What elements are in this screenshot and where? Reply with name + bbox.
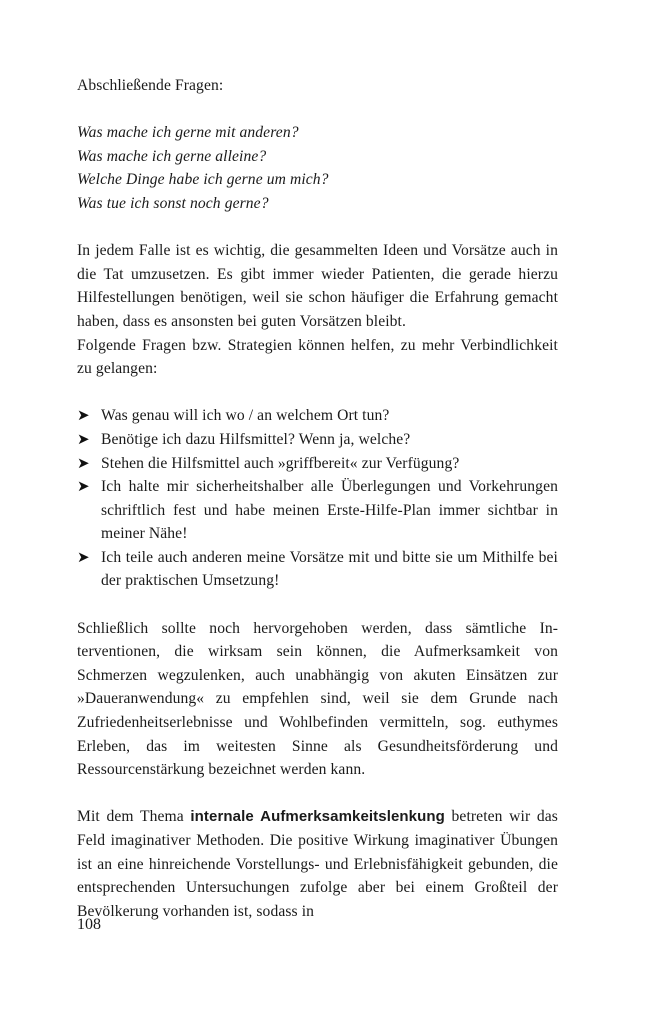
paragraph-strategies-intro: Folgende Fragen bzw. Strategien können helfen, zu mehr Verbindlichkeit zu gelangen: <box>77 336 558 378</box>
book-page-body <box>77 74 558 923</box>
list-item-text: Benötige ich dazu Hilfsmittel? Wenn ja, welche? <box>101 430 411 448</box>
paragraph-internal-attention <box>77 805 558 923</box>
paragraph-implementation: In jedem Falle ist es wichtig, die gesammelten Ideen und Vorsätze auch in die Tat umzusetzen. Es gibt immer wieder Patienten, die gerade hierzu Hilfestellungen benötigen, weil sie schon häufiger die Erfahrung gemacht haben, dass es ansonsten bei guten Vorsätzen bleibt. <box>77 242 558 330</box>
list-item-text: Ich halte mir sicherheitshalber alle Überlegungen und Vorkehrungen schriftlich fest und habe meinen Erste-Hilfe-Plan immer sichtbar in meiner Nähe! <box>101 478 558 543</box>
arrowhead-bullet-icon: ➤ <box>77 547 90 566</box>
list-item <box>77 428 558 452</box>
strategy-list <box>77 404 558 593</box>
arrowhead-bullet-icon: ➤ <box>77 406 90 425</box>
list-item <box>77 404 558 428</box>
list-item <box>77 546 558 593</box>
list-item <box>77 452 558 476</box>
paragraph-text-before: Mit dem Thema <box>77 808 191 826</box>
section-heading: Abschließende Fragen: <box>77 77 224 94</box>
list-item <box>77 475 558 546</box>
arrowhead-bullet-icon: ➤ <box>77 453 90 472</box>
paragraph-interventions: Schließlich sollte noch hervorgehoben werden, dass sämtliche Interventionen, die wirksam sein können, die Aufmerksamkeit von Schmerzen wegzulenken, auch unabhängig von akuten Einsätzen zur »Daueranwendung« zu empfehlen sind, weil sie dem Grunde nach Zufriedenheitserlebnisse und Wohlbefinden vermitteln, sog. euthymes Erleben, das im weitesten Sinne als Gesundheitsförderung und Ressourcenstärkung bezeichnet werden kann. <box>77 619 558 779</box>
paragraph-text-after: betreten wir das Feld imaginativer Methoden. Die positive Wirkung imaginativer Übungen ist an eine hinreichende Vorstellungs- und Erlebnisfähigkeit gebunden, die entsprechenden Untersuchungen zufolge aber bei einem Großteil der Bevölkerung vorhanden ist, sodass in <box>77 808 558 920</box>
page-number: 108 <box>77 916 101 933</box>
list-item-text: Ich teile auch anderen meine Vorsätze mit und bitte sie um Mithilfe bei der praktischen Umsetzung! <box>101 548 558 590</box>
question-item: Was tue ich sonst noch gerne? <box>77 194 269 212</box>
question-item: Was mache ich gerne mit anderen? <box>77 124 299 142</box>
question-item: Welche Dinge habe ich gerne um mich? <box>77 171 329 189</box>
arrowhead-bullet-icon: ➤ <box>77 429 90 448</box>
list-item-text: Was genau will ich wo / an welchem Ort tun? <box>101 407 390 425</box>
question-list <box>77 121 558 215</box>
arrowhead-bullet-icon: ➤ <box>77 477 90 496</box>
question-item: Was mache ich gerne alleine? <box>77 147 267 165</box>
bold-term: internale Aufmerksamkeitslenkung <box>190 808 445 826</box>
list-item-text: Stehen die Hilfsmittel auch »griffbereit« zur Verfügung? <box>101 454 460 472</box>
